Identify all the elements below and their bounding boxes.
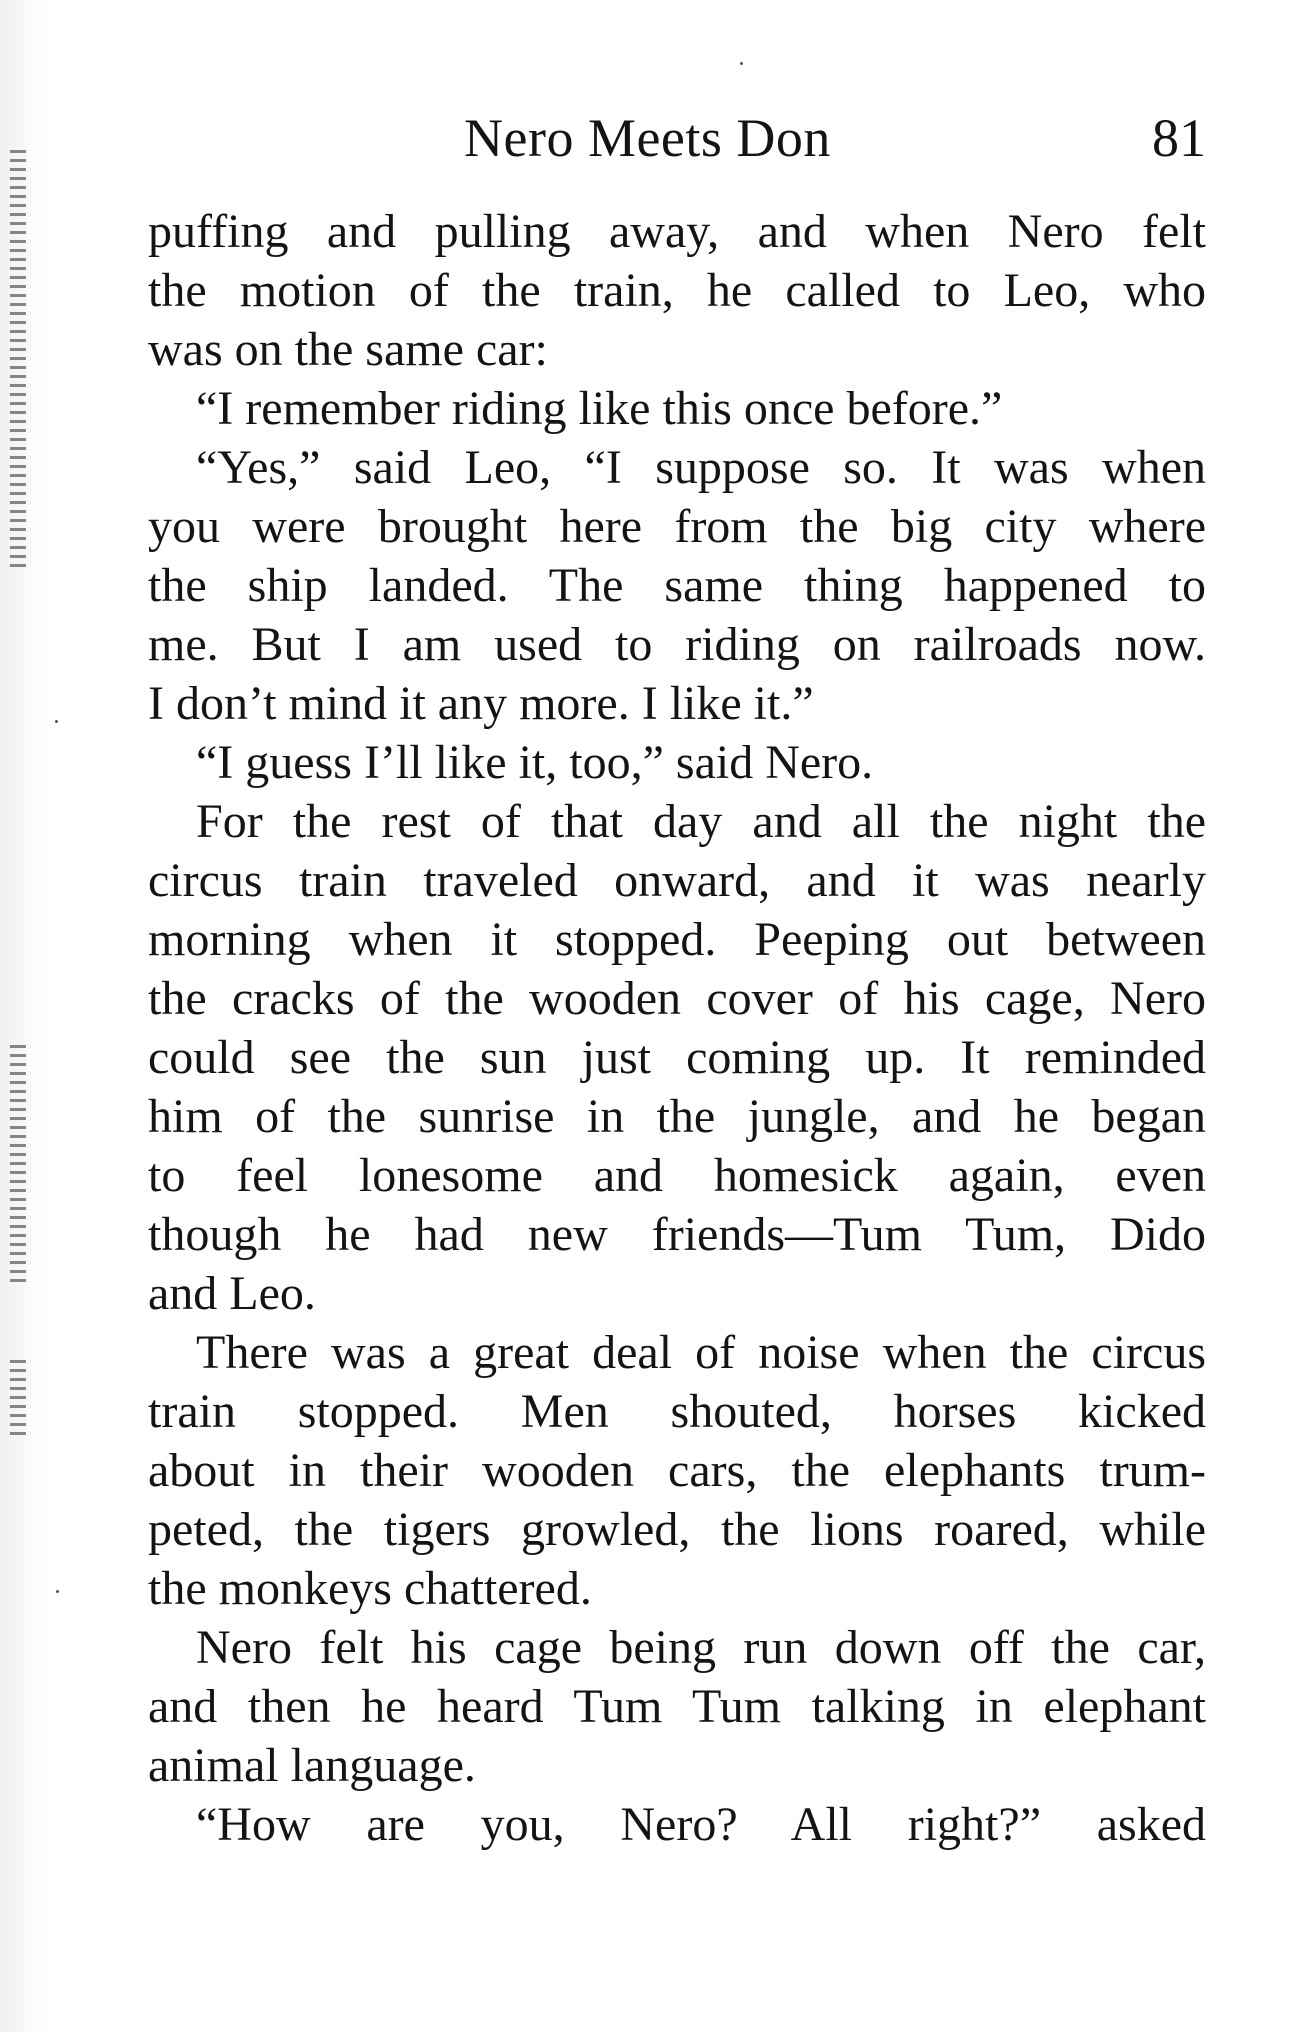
text-line: I don’t mind it any more. I like it.” bbox=[148, 677, 814, 730]
text-line: There was a great deal of noise when the circus bbox=[196, 1326, 1206, 1379]
binding-edge-mark bbox=[10, 1045, 26, 1285]
text-line: could see the sun just coming up. It reminded bbox=[148, 1031, 1206, 1084]
text-line: you were brought here from the big city where bbox=[148, 500, 1206, 553]
text-line: and then he heard Tum Tum talking in elephant bbox=[148, 1680, 1206, 1733]
text-line: me. But I am used to riding on railroads now. bbox=[148, 618, 1206, 671]
text-line: though he had new friends—Tum Tum, Dido bbox=[148, 1208, 1206, 1261]
text-line: For the rest of that day and all the night the bbox=[196, 795, 1206, 848]
text-line: was on the same car: bbox=[148, 323, 548, 376]
page-number: 81 bbox=[1152, 108, 1206, 168]
binding-edge-mark bbox=[10, 150, 26, 570]
text-line: the motion of the train, he called to Leo, who bbox=[148, 264, 1206, 317]
text-line: “I guess I’ll like it, too,” said Nero. bbox=[196, 736, 874, 789]
scan-speck bbox=[55, 720, 58, 723]
page-header bbox=[148, 100, 1206, 176]
scan-speck bbox=[740, 62, 743, 65]
scan-speck bbox=[56, 1590, 59, 1593]
text-line: morning when it stopped. Peeping out between bbox=[148, 913, 1206, 966]
text-line: the monkeys chattered. bbox=[148, 1562, 592, 1615]
text-line: him of the sunrise in the jungle, and he began bbox=[148, 1090, 1206, 1143]
running-title: Nero Meets Don bbox=[464, 108, 831, 168]
text-line: the cracks of the wooden cover of his cage, Nero bbox=[148, 972, 1206, 1025]
text-line: the ship landed. The same thing happened to bbox=[148, 559, 1206, 612]
text-line: “I remember riding like this once before.” bbox=[196, 382, 1003, 435]
body-text bbox=[148, 202, 1206, 1854]
text-line: Nero felt his cage being run down off the car, bbox=[196, 1621, 1206, 1674]
text-line: about in their wooden cars, the elephants trum- bbox=[148, 1444, 1206, 1497]
binding-edge-mark bbox=[10, 1360, 26, 1440]
text-line: “Yes,” said Leo, “I suppose so. It was when bbox=[196, 441, 1206, 494]
text-line: to feel lonesome and homesick again, even bbox=[148, 1149, 1206, 1202]
text-line: animal language. bbox=[148, 1739, 476, 1792]
text-line: train stopped. Men shouted, horses kicked bbox=[148, 1385, 1206, 1438]
text-line: “How are you, Nero? All right?” asked bbox=[196, 1798, 1206, 1851]
text-line: peted, the tigers growled, the lions roared, while bbox=[148, 1503, 1206, 1556]
text-line: circus train traveled onward, and it was nearly bbox=[148, 854, 1206, 907]
text-line: and Leo. bbox=[148, 1267, 316, 1320]
text-line: puffing and pulling away, and when Nero felt bbox=[148, 205, 1206, 258]
